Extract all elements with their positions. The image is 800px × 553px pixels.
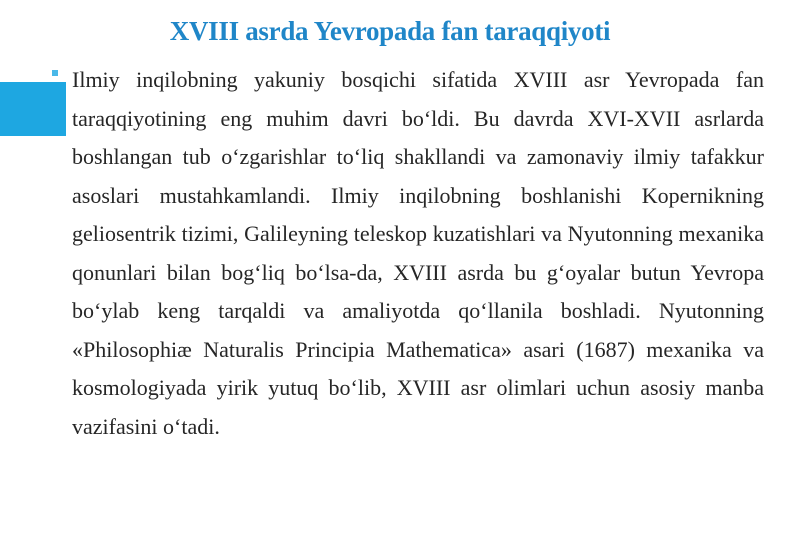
slide-title: XVIII asrda Yevropada fan taraqqiyoti [169,16,611,46]
accent-block [0,82,66,136]
bullet-marker-icon [52,70,58,76]
bullet-paragraph: Ilmiy inqilobning yakuniy bosqichi sifatida XVIII asr Yevropada fan taraqqiyotining eng muhim davri bo‘ldi. Bu davrda XVI-XVII asrlarda boshlangan tub o‘zgarishlar to‘liq shakllandi va zamonaviy ilmiy tafakkur asoslari mustahkamlandi. Ilmiy inqilobning boshlanishi Kopernikning geliosentrik tizimi, Galileyning teleskop kuzatishlari va Nyutonning mexanika qonunlari bilan bog‘liq bo‘lsa-da, XVIII asrda bu g‘oyalar butun Yevropa bo‘ylab keng tarqaldi va amaliyotda qo‘llanila boshladi. Nyutonning «Philosophiæ Naturalis Principia Mathematica» asari (1687) mexanika va kosmologiyada yirik yutuq bo‘lib, XVIII asr olimlari uchun asosiy manba vazifasini o‘tadi. [72,67,764,439]
